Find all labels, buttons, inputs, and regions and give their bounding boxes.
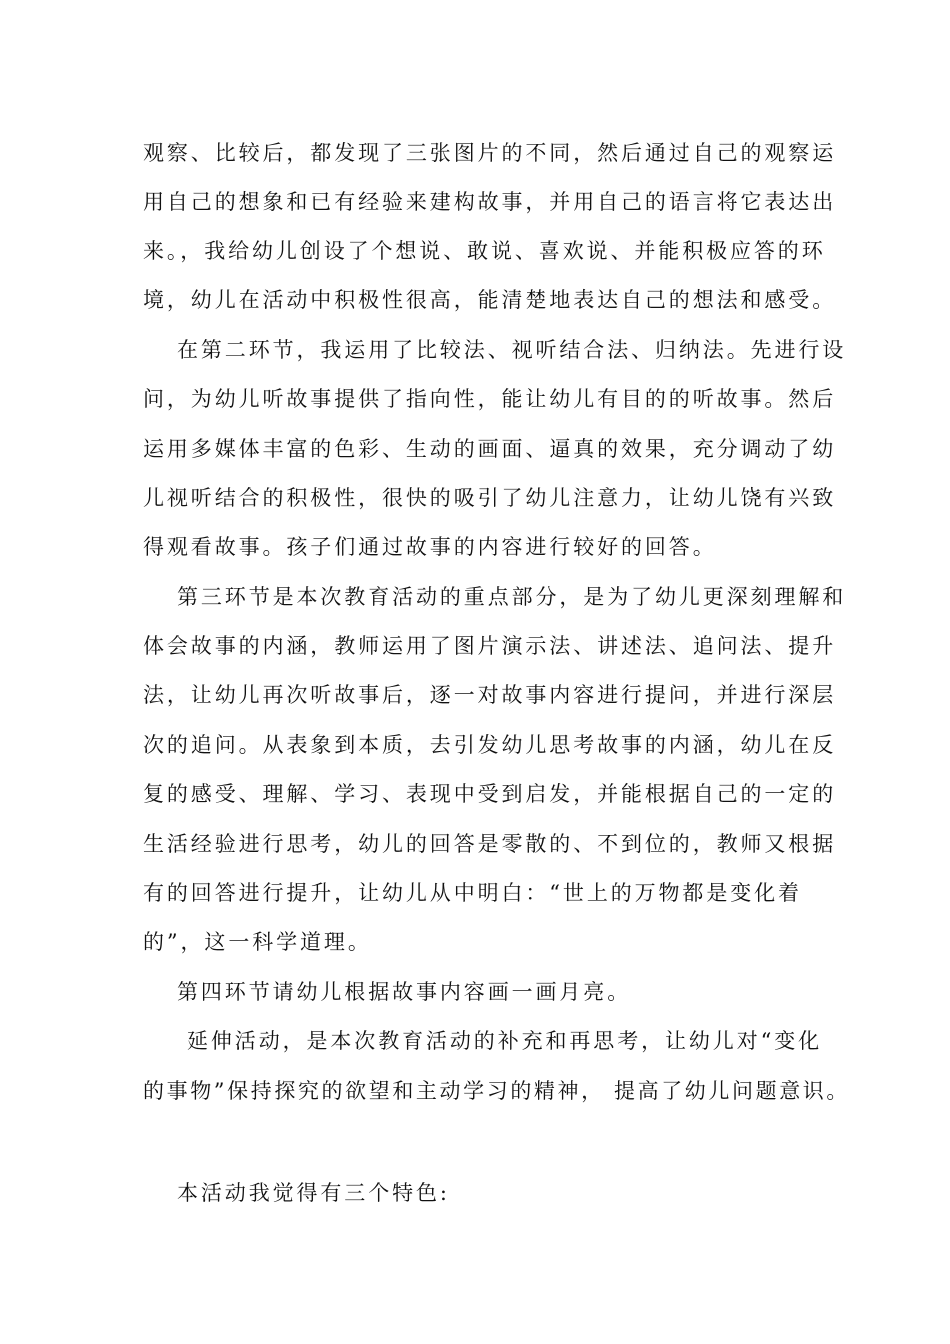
text-line: 问，为幼儿听故事提供了指向性，能让幼儿有目的的听故事。然后 [143,387,837,411]
paragraph-start-line: 在第二环节，我运用了比较法、视听结合法、归纳法。先进行设 [177,338,847,362]
text-line: 次的追问。从表象到本质，去引发幼儿思考故事的内涵，幼儿在反 [143,733,837,757]
text-line: 来。，我给幼儿创设了个想说、敢说、喜欢说、并能积极应答的环 [143,239,826,263]
paragraph-start-line: 本活动我觉得有三个特色: [177,1181,450,1205]
text-line: 儿视听结合的积极性，很快的吸引了幼儿注意力，让幼儿饶有兴致 [143,486,837,510]
text-line: 法，让幼儿再次听故事后，逐一对故事内容进行提问，并进行深层 [143,683,837,707]
text-line: 境，幼儿在活动中积极性很高，能清楚地表达自己的想法和感受。 [143,288,837,312]
text-line: 的”，这一科学道理。 [143,930,372,954]
text-line: 体会故事的内涵，教师运用了图片演示法、讲述法、追问法、提升 [143,634,837,658]
text-line: 用自己的想象和已有经验来建构故事，并用自己的语言将它表达出 [143,190,837,214]
text-line: 复的感受、理解、学习、表现中受到启发，并能根据自己的一定的 [143,782,837,806]
paragraph-start-line: 第三环节是本次教育活动的重点部分，是为了幼儿更深刻理解和 [177,585,847,609]
text-line: 运用多媒体丰富的色彩、生动的画面、逼真的效果，充分调动了幼 [143,437,837,461]
text-line: 生活经验进行思考，幼儿的回答是零散的、不到位的，教师又根据 [143,832,837,856]
text-line: 的事物”保持探究的欲望和主动学习的精神， 提高了幼儿问题意识。 [143,1079,851,1103]
paragraph-start-line: 延伸活动，是本次教育活动的补充和再思考，让幼儿对“变化 [187,1029,823,1053]
text-line: 得观看故事。孩子们通过故事的内容进行较好的回答。 [143,535,717,559]
text-line: 有的回答进行提升，让幼儿从中明白：“世上的万物都是变化着 [143,881,802,905]
paragraph-start-line: 第四环节请幼儿根据故事内容画一画月亮。 [177,980,632,1004]
text-line: 观察、比较后，都发现了三张图片的不同，然后通过自己的观察运 [143,141,837,165]
